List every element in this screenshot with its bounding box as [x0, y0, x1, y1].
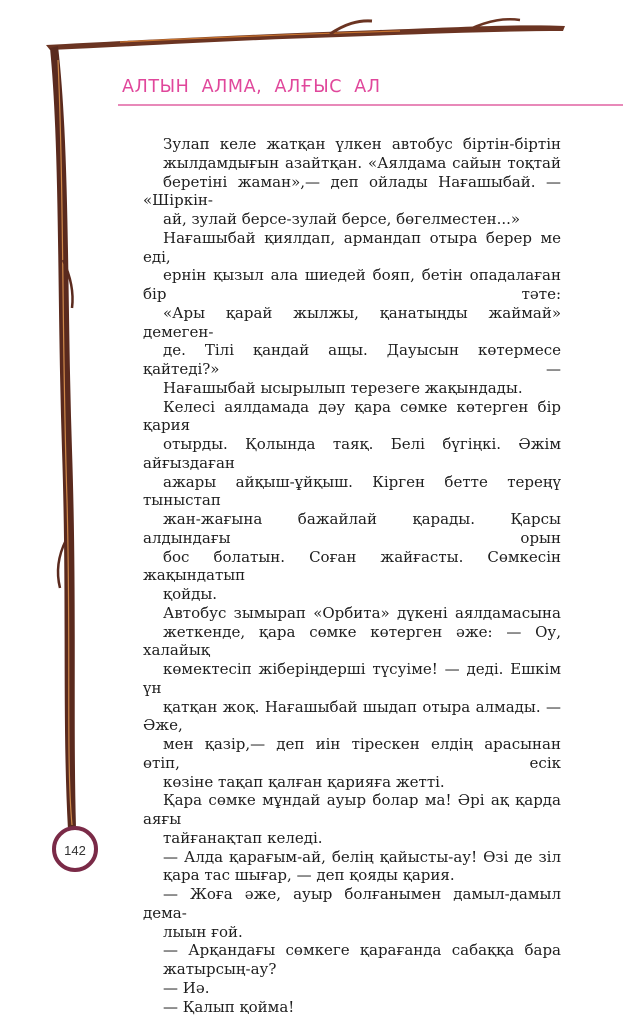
paragraph	[143, 398, 561, 604]
text-line: — Арқандағы сөмкеге қарағанда сабаққа бара	[143, 941, 561, 960]
text-line: — Алда қарағым-ай, белің қайысты-ау! Өзі де зіл	[143, 848, 561, 867]
text-line: Қара сөмке мұндай ауыр болар ма! Әрі ақ қарда аяғы	[143, 791, 561, 829]
text-line: Нағашыбай қиялдап, армандап отыра берер ме еді,	[143, 229, 561, 267]
text-line: ернін қызыл ала шиедей бояп, бетін опадалаған бір тәте:	[143, 266, 561, 304]
page-number: 142	[58, 843, 92, 858]
body-text	[143, 135, 561, 1016]
text-line: қатқан жоқ. Нағашыбай шыдап отыра алмады. — Әже,	[143, 698, 561, 736]
text-line: қойды.	[143, 585, 561, 604]
text-line: бос болатын. Соған жайғасты. Сөмкесін жақындатып	[143, 548, 561, 586]
text-line: жатырсың-ау?	[143, 960, 561, 979]
text-line: Келесі аялдамада дәу қара сөмке көтерген бір қария	[143, 398, 561, 436]
text-line: лыын ғой.	[143, 923, 561, 942]
dialogue-line	[143, 848, 561, 886]
text-line: Зулап келе жатқан үлкен автобус біртін-біртін	[143, 135, 561, 154]
text-line: ай, зулай берсе-зулай берсе, бөгелместен...»	[143, 210, 561, 229]
text-line: де. Тілі қандай ащы. Дауысын көтермесе қайтеді?» —	[143, 341, 561, 379]
text-line: мен қазір,— деп иін тірескен елдің арасынан өтіп, есік	[143, 735, 561, 773]
text-line: тайғанақтап келеді.	[143, 829, 561, 848]
dialogue-line: — Иә.	[143, 979, 561, 998]
text-line: көмектесіп жіберіңдерші түсуіме! — деді. Ешкім үн	[143, 660, 561, 698]
text-line: — Жоға әже, ауыр болғанымен дамыл-дамыл дема-	[143, 885, 561, 923]
text-line: жан-жағына бажайлай қарады. Қарсы алдындағы орын	[143, 510, 561, 548]
paragraph	[143, 229, 561, 398]
text-line: ажары айқыш-ұйқыш. Кірген бетте тереңү тыныстап	[143, 473, 561, 511]
title-underline	[118, 104, 623, 106]
text-line: жеткенде, қара сөмке көтерген әже: — Оу, халайық	[143, 623, 561, 661]
text-line: жылдамдығын азайтқан. «Аялдама сайын тоқтай	[143, 154, 561, 173]
chapter-title: АЛТЫН АЛМА, АЛҒЫС АЛ	[122, 77, 381, 97]
text-line: беретіні жаман»,— деп ойлады Нағашыбай. — «Шіркін-	[143, 173, 561, 211]
dialogue-line	[143, 885, 561, 941]
text-line: «Ары қарай жылжы, қанатыңды жаймай» демеген-	[143, 304, 561, 342]
paragraph	[143, 791, 561, 847]
paragraph	[143, 604, 561, 792]
text-line: отырды. Қолында таяқ. Белі бүгіңкі. Әжім айғыздаған	[143, 435, 561, 473]
text-line: Нағашыбай ысырылып терезеге жақындады.	[143, 379, 561, 398]
paragraph	[143, 135, 561, 229]
text-line: қара тас шығар, — деп қояды қария.	[143, 866, 561, 885]
text-line: көзіне тақап қалған қарияға жетті.	[143, 773, 561, 792]
dialogue-line	[143, 941, 561, 979]
text-line: Автобус зымырап «Орбита» дүкені аялдамасына	[143, 604, 561, 623]
dialogue-line: — Қалып қойма!	[143, 998, 561, 1016]
